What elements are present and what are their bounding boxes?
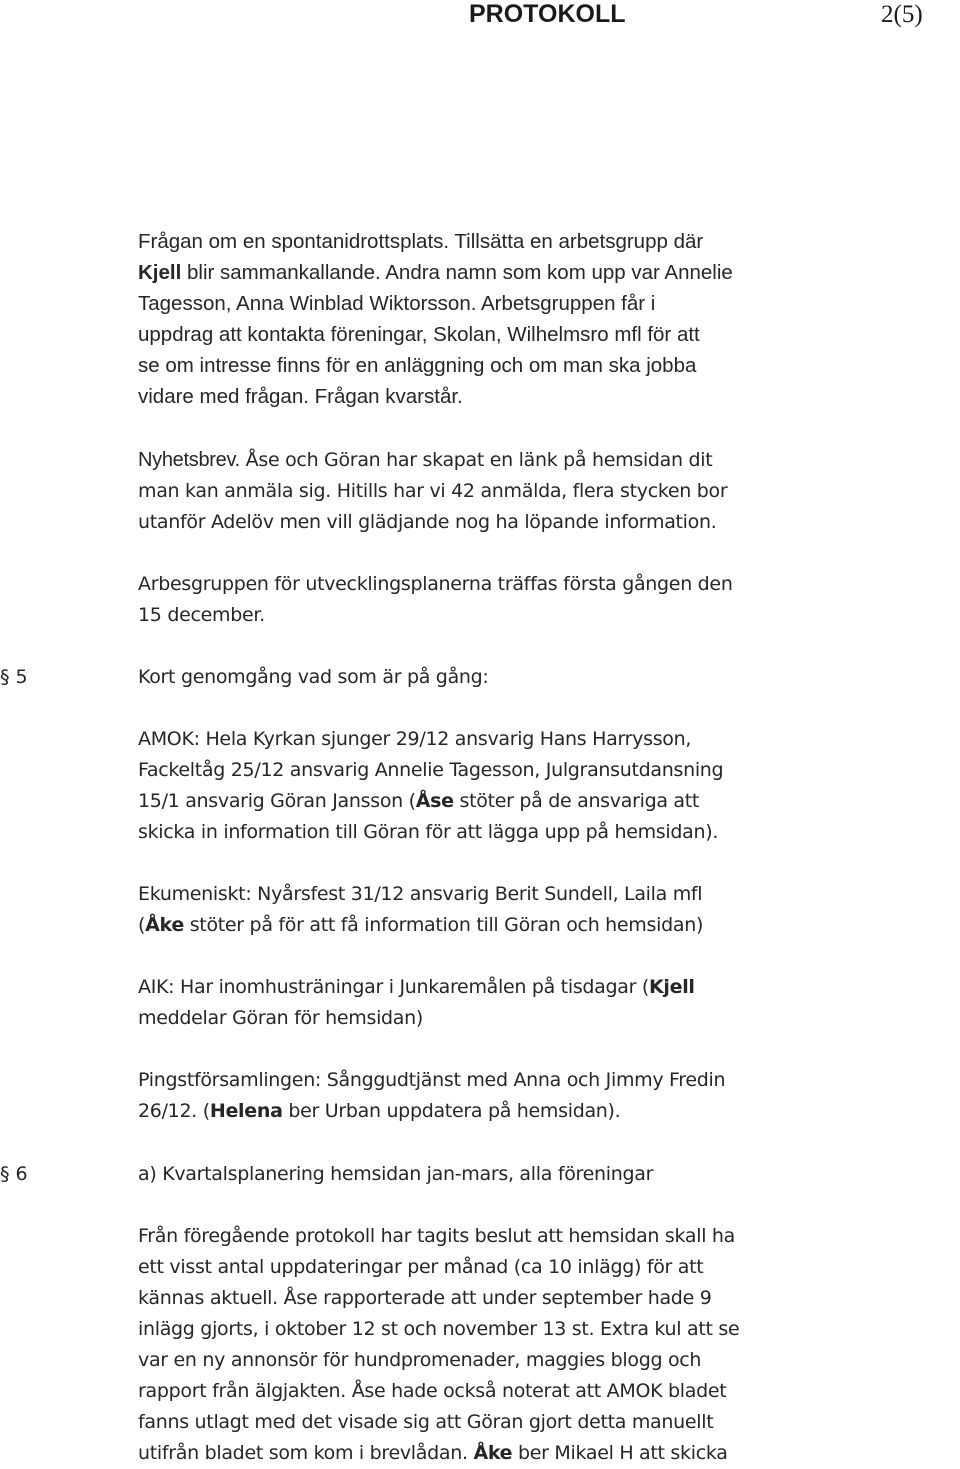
- paragraph-arbesgruppen: [138, 569, 938, 631]
- text-line: Ekumeniskt: Nyårsfest 31/12 ansvarig Berit Sundell, Laila mfl: [138, 883, 703, 905]
- text-line: AMOK: Hela Kyrkan sjunger 29/12 ansvarig Hans Harrysson,: [138, 728, 692, 750]
- text-line: Kjell blir sammankallande. Andra namn som kom upp var Annelie: [138, 261, 733, 284]
- text-line: 26/12. (Helena ber Urban uppdatera på hemsidan).: [138, 1100, 621, 1122]
- paragraph-nyhetsbrev: [138, 445, 938, 538]
- text-line: Tagesson, Anna Winblad Wiktorsson. Arbetsgruppen får i: [138, 292, 656, 315]
- text-line: skicka in information till Göran för att lägga upp på hemsidan).: [138, 821, 719, 843]
- text-line: man kan anmäla sig. Hitills har vi 42 anmälda, flera stycken bor: [138, 480, 728, 502]
- text-line: fanns utlagt med det visade sig att Göran gjort detta manuellt: [138, 1411, 714, 1433]
- text-line: se om intresse finns för en anläggning och om man ska jobba: [138, 354, 697, 377]
- text-line: 15/1 ansvarig Göran Jansson (Åse stöter på de ansvariga att: [138, 790, 700, 812]
- text-line: rapport från älgjakten. Åse hade också noterat att AMOK bladet: [138, 1380, 727, 1402]
- text-line: (Åke stöter på för att få information till Göran och hemsidan): [138, 914, 704, 936]
- paragraph-aik: [138, 972, 938, 1034]
- text-line: kännas aktuell. Åse rapporterade att under september hade 9: [138, 1287, 712, 1309]
- text-line: uppdrag att kontakta föreningar, Skolan, Wilhelmsro mfl för att: [138, 323, 700, 346]
- text-line: Från föregående protokoll har tagits beslut att hemsidan skall ha: [138, 1225, 735, 1247]
- section-6-symbol: § 6: [0, 1163, 28, 1185]
- paragraph-kvartalsplanering: [138, 1221, 938, 1469]
- section-6-heading: a) Kvartalsplanering hemsidan jan-mars, alla föreningar: [138, 1163, 654, 1185]
- text-line: var en ny annonsör för hundpromenader, maggies blogg och: [138, 1349, 702, 1371]
- page-number: 2(5): [881, 1, 923, 28]
- text-line: Fackeltåg 25/12 ansvarig Annelie Tagesson, Julgransutdansning: [138, 759, 724, 781]
- text-line: meddelar Göran för hemsidan): [138, 1007, 424, 1029]
- paragraph-pingstforsamlingen: [138, 1065, 938, 1127]
- text-line: AIK: Har inomhusträningar i Junkaremålen på tisdagar (Kjell: [138, 976, 695, 998]
- text-line: ett visst antal uppdateringar per månad (ca 10 inlägg) för att: [138, 1256, 704, 1278]
- paragraph-ekumeniskt: [138, 879, 938, 941]
- text-line: Arbesgruppen för utvecklingsplanerna träffas första gången den: [138, 573, 733, 595]
- section-5-heading: Kort genomgång vad som är på gång:: [138, 666, 489, 688]
- text-line: Frågan om en spontanidrottsplats. Tillsätta en arbetsgrupp där: [138, 230, 704, 253]
- paragraph-spontanidrottsplats: [138, 226, 938, 412]
- text-line: inlägg gjorts, i oktober 12 st och november 13 st. Extra kul att se: [138, 1318, 740, 1340]
- text-line: Pingstförsamlingen: Sånggudtjänst med Anna och Jimmy Fredin: [138, 1069, 726, 1091]
- section-5-symbol: § 5: [0, 666, 28, 688]
- text-line: Nyhetsbrev. Åse och Göran har skapat en länk på hemsidan dit: [138, 449, 713, 471]
- paragraph-amok: [138, 724, 938, 848]
- text-line: utifrån bladet som kom i brevlådan. Åke ber Mikael H att skicka: [138, 1442, 728, 1464]
- text-line: utanför Adelöv men vill glädjande nog ha löpande information.: [138, 511, 717, 533]
- document-title: PROTOKOLL: [469, 0, 626, 28]
- text-line: 15 december.: [138, 604, 265, 626]
- text-line: vidare med frågan. Frågan kvarstår.: [138, 385, 463, 408]
